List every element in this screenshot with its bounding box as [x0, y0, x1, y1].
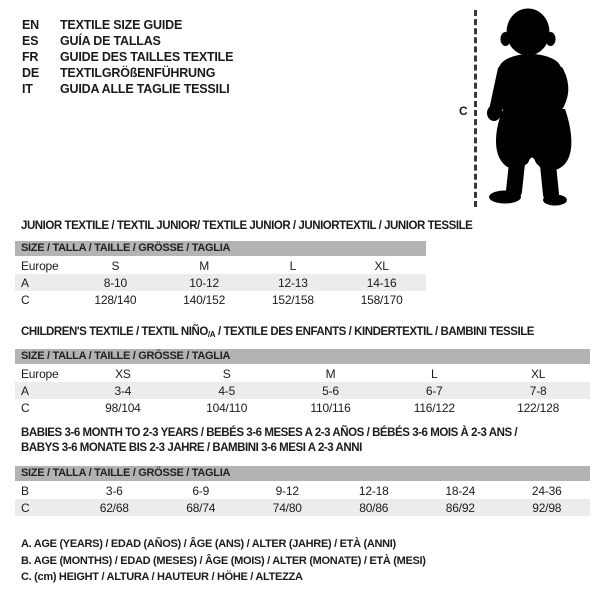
size-value-cell: 4-5 [218, 383, 236, 398]
section-title [15, 219, 473, 234]
size-table [15, 482, 590, 516]
size-value-cell: 8-10 [103, 275, 127, 290]
table-row [15, 399, 590, 416]
size-value-cell: 12-13 [278, 275, 308, 290]
footnote-age-years: A. AGE (YEARS) / EDAD (AÑOS) / ÂGE (ANS) / ALTER (JAHRE) / ETÀ (ANNI) [21, 538, 396, 550]
table-row [15, 291, 426, 308]
section-title-line [21, 426, 590, 441]
size-table [15, 365, 590, 416]
language-code: ES [22, 34, 39, 48]
title-segment: CHILDREN'S TEXTILE / TEXTIL NIÑO [21, 326, 208, 338]
size-value-cell: 110/116 [310, 400, 351, 415]
language-label: TEXTILE SIZE GUIDE [60, 18, 183, 32]
size-value-cell: 10-12 [189, 275, 219, 290]
size-value-cell: XS [115, 366, 131, 381]
size-value-cell: 86/92 [445, 500, 475, 515]
language-row [22, 49, 233, 65]
title-segment: BABYS 3-6 MONATE BIS 2-3 JAHRE / BAMBINI 3-6 MESI A 2-3 ANNI [21, 442, 362, 454]
row-label-cell: A [21, 275, 29, 290]
footnote-height-cm: C. (cm) HEIGHT / ALTURA / HAUTEUR / HÖHE / ALTEZZA [21, 571, 303, 583]
size-value-cell: XL [530, 366, 546, 381]
size-value-cell: L [289, 258, 297, 273]
size-value-cell: 116/122 [413, 400, 455, 415]
size-value-cell: 7-8 [529, 383, 547, 398]
size-value-cell: XL [374, 258, 389, 273]
table-row [15, 382, 590, 399]
row-label-cell: A [21, 383, 29, 398]
size-value-cell: 24-36 [531, 483, 562, 498]
size-value-cell: 6-9 [192, 483, 210, 498]
size-header-bar: SIZE / TALLA / TAILLE / GRÖSSE / TAGLIA [15, 349, 590, 364]
language-label: GUIDE DES TAILLES TEXTILE [60, 50, 234, 64]
row-label-cell: C [21, 292, 30, 307]
row-label-cell: C [21, 400, 30, 415]
size-table-children [15, 325, 590, 416]
language-code: IT [22, 82, 33, 96]
title-segment: /A [207, 330, 216, 339]
table-row [15, 257, 426, 274]
row-label-cell: Europe [21, 366, 59, 381]
table-row [15, 365, 590, 382]
table-row [15, 482, 590, 499]
size-value-cell: 158/170 [360, 292, 403, 307]
size-value-cell: M [199, 258, 210, 273]
size-value-cell: 98/104 [105, 400, 141, 415]
size-value-cell: S [222, 366, 231, 381]
footnote-age-months: B. AGE (MONTHS) / EDAD (MESES) / ÂGE (MOIS) / ALTER (MONATE) / ETÀ (MESI) [21, 554, 426, 567]
size-value-cell: 14-16 [366, 275, 397, 290]
size-table-junior [15, 219, 473, 308]
language-row [22, 17, 233, 33]
language-label: GUÍA DE TALLAS [60, 34, 161, 48]
size-value-cell: 104/110 [206, 400, 248, 415]
size-value-cell: 62/68 [99, 500, 129, 515]
language-code: EN [22, 18, 39, 32]
child-silhouette-icon [481, 5, 581, 207]
size-value-cell: 6-7 [425, 383, 443, 398]
size-value-cell: 12-18 [358, 483, 389, 498]
size-table [15, 257, 426, 308]
language-row [22, 65, 233, 81]
size-value-cell: L [431, 366, 438, 381]
title-segment: / TEXTILE DES ENFANTS / KINDERTEXTIL / BAMBINI TESSILE [215, 326, 535, 338]
height-label-c: C [459, 104, 468, 118]
language-code: DE [22, 66, 39, 80]
size-value-cell: 128/140 [94, 292, 137, 307]
size-value-cell: 9-12 [275, 483, 299, 498]
language-list [22, 17, 233, 97]
language-code: FR [22, 50, 39, 64]
title-segment: JUNIOR TEXTILE / TEXTIL JUNIOR/ TEXTILE JUNIOR / JUNIORTEXTIL / JUNIOR TESSILE [21, 220, 473, 232]
table-row [15, 499, 590, 516]
size-value-cell: 80/86 [359, 500, 389, 515]
section-title-line [21, 325, 590, 342]
language-row [22, 33, 233, 49]
section-title-line [21, 441, 590, 456]
size-value-cell: 74/80 [272, 500, 302, 515]
size-value-cell: 3-4 [114, 383, 132, 398]
size-value-cell: 5-6 [322, 383, 339, 398]
row-label-cell: C [21, 500, 30, 515]
row-label-cell: Europe [21, 258, 59, 273]
size-value-cell: 68/74 [186, 500, 216, 515]
section-title-line [21, 219, 473, 234]
size-header-bar: SIZE / TALLA / TAILLE / GRÖSSE / TAGLIA [15, 241, 426, 256]
size-value-cell: 152/158 [271, 292, 314, 307]
size-table-babies [15, 426, 590, 516]
size-value-cell: 3-6 [105, 483, 123, 498]
section-title [15, 426, 590, 456]
size-value-cell: 122/128 [517, 400, 560, 415]
size-value-cell: 140/152 [183, 292, 226, 307]
section-title [15, 325, 590, 342]
size-value-cell: M [325, 366, 336, 381]
language-label: GUIDA ALLE TAGLIE TESSILI [60, 82, 230, 96]
size-value-cell: 92/98 [532, 500, 562, 515]
title-segment: BABIES 3-6 MONTH TO 2-3 YEARS / BEBÉS 3-6 MESES A 2-3 AÑOS / BÉBÉS 3-6 MOIS À 2-3 ANS / [21, 427, 518, 439]
size-value-cell: S [111, 258, 120, 273]
footnotes [21, 536, 426, 586]
language-row [22, 81, 233, 97]
table-row [15, 274, 426, 291]
row-label-cell: B [21, 483, 29, 498]
height-measure-line [474, 10, 477, 207]
size-header-bar: SIZE / TALLA / TAILLE / GRÖSSE / TAGLIA [15, 466, 590, 481]
size-value-cell: 18-24 [445, 483, 476, 498]
language-label: TEXTILGRÖßENFÜHRUNG [60, 66, 216, 80]
